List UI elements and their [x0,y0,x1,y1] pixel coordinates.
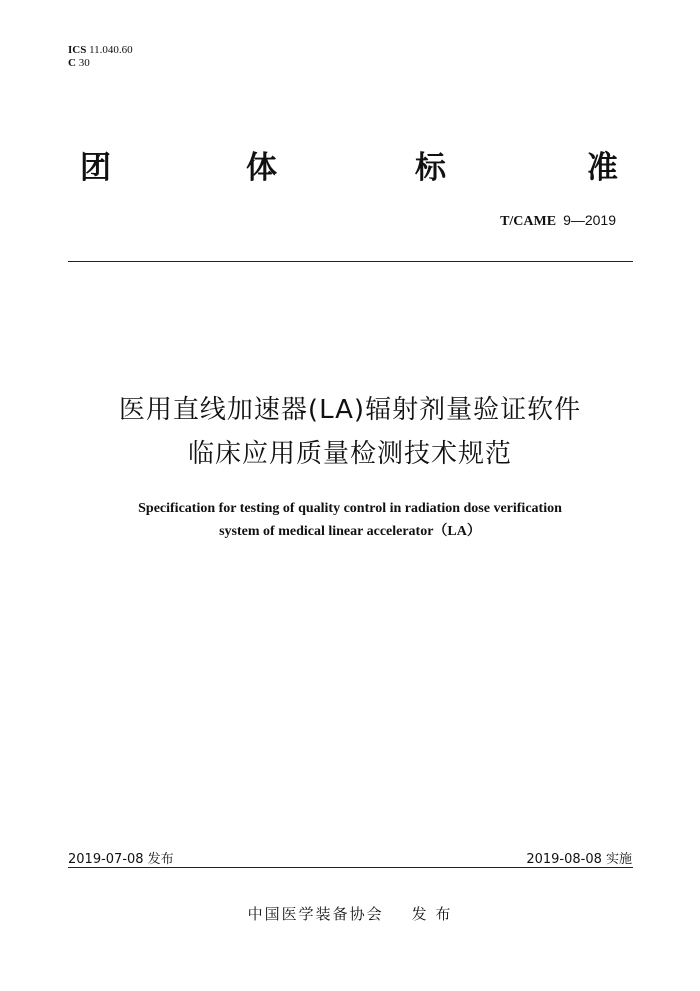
ccs-line: C 30 [68,57,90,69]
publisher-name: 中国医学装备协会 [247,905,384,923]
standard-type-char: 体 [246,150,277,186]
classification-block [68,44,133,70]
title-zh-line1: 医用直线加速器(LA)辐射剂量验证软件 [118,395,582,425]
standard-type-char: 准 [587,150,618,186]
publisher [0,903,700,924]
ics-line: ICS 11.040.60 [68,44,133,56]
standard-code: T/CAME 9—2019 [500,212,616,229]
title-en-line2: system of medical linear accelerator（LA） [219,524,481,539]
publish-date: 2019-07-08 发布 [68,852,174,867]
title-zh-line2: 临床应用质量检测技术规范 [187,439,512,469]
implement-date: 2019-08-08 实施 [526,852,632,867]
standard-type-char: 团 [80,150,111,186]
standard-type-heading [0,142,700,192]
bottom-divider [68,867,633,868]
standard-type-char: 标 [415,150,446,186]
top-divider [68,261,633,262]
publisher-action: 发 布 [411,905,453,923]
title-en-line1: Specification for testing of quality control in radiation dose verification [138,501,562,516]
